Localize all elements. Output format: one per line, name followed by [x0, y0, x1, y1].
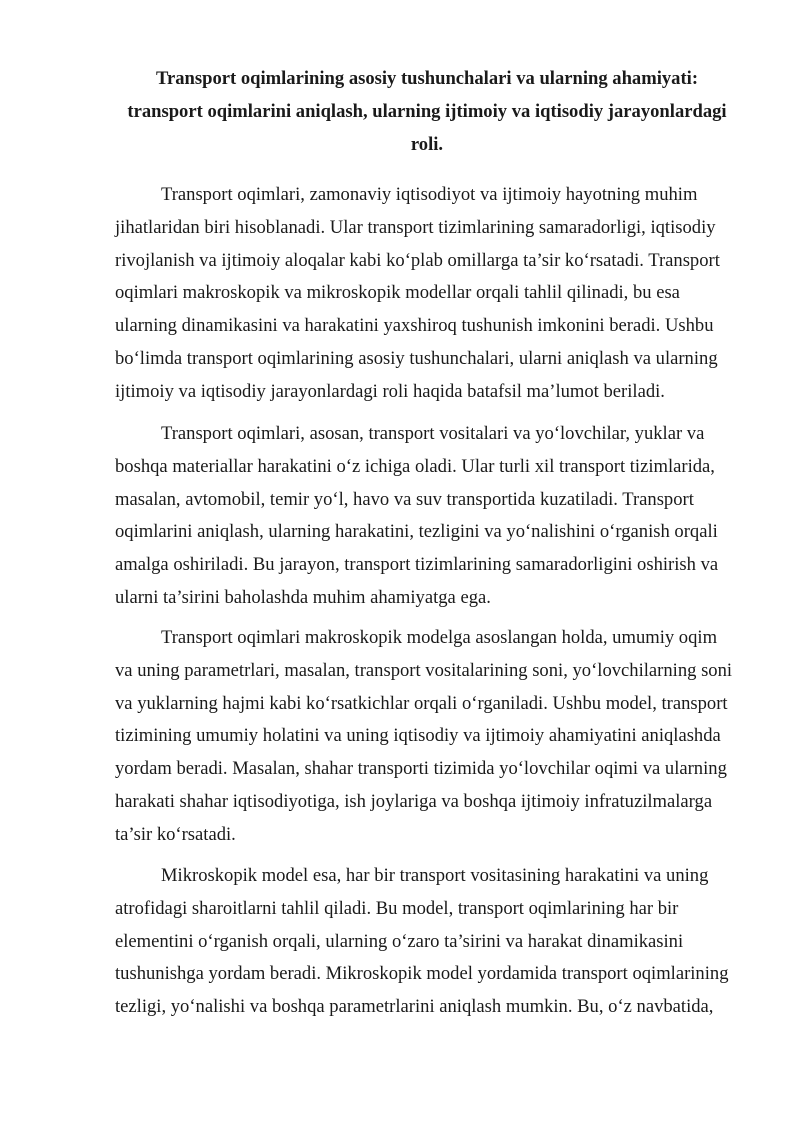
paragraph-line: bo‘limda transport oqimlarining asosiy tushunchalari, ularni aniqlash va ularning — [115, 347, 718, 369]
paragraph-line: oqimlari makroskopik va mikroskopik modellar orqali tahlil qilinadi, bu esa — [115, 282, 680, 304]
paragraph-line: ularning dinamikasini va harakatini yaxshiroq tushunish imkonini beradi. Ushbu — [115, 315, 714, 337]
paragraph-4 — [115, 860, 745, 1024]
paragraph-line: Transport oqimlari, zamonaviy iqtisodiyot va ijtimoiy hayotning muhim — [161, 184, 698, 205]
paragraph-line: tushunishga yordam beradi. Mikroskopik model yordamida transport oqimlarining — [115, 963, 729, 985]
paragraph-line: jihatlaridan biri hisoblanadi. Ular transport tizimlarining samaradorligi, iqtisodiy — [115, 216, 716, 238]
paragraph-line: elementini o‘rganish orqali, ularning o‘zaro ta’sirini va harakat dinamikasini — [115, 930, 684, 952]
paragraph-line: Mikroskopik model esa, har bir transport vositasining harakatini va uning — [161, 865, 709, 886]
title-line: transport oqimlarini aniqlash, ularning ijtimoiy va iqtisodiy jarayonlardagi — [127, 101, 727, 122]
document-title — [112, 62, 742, 161]
paragraph-line: yordam beradi. Masalan, shahar transporti tizimida yo‘lovchilar oqimi va ularning — [115, 758, 727, 780]
paragraph-line: ularni ta’sirini baholashda muhim ahamiyatga ega. — [115, 586, 491, 608]
paragraph-line: ijtimoiy va iqtisodiy jarayonlardagi roli haqida batafsil ma’lumot beriladi. — [115, 380, 665, 402]
paragraph-line: rivojlanish va ijtimoiy aloqalar kabi ko‘plab omillarga ta’sir ko‘rsatadi. Transport — [115, 249, 720, 271]
paragraph-2 — [115, 418, 745, 615]
paragraph-1 — [115, 179, 745, 409]
paragraph-3 — [115, 622, 745, 852]
paragraph-line: harakati shahar iqtisodiyotiga, ish joylariga va boshqa ijtimoiy infratuzilmalarga — [115, 790, 713, 812]
paragraph-line: atrofidagi sharoitlarni tahlil qiladi. Bu model, transport oqimlarining har bir — [115, 897, 679, 919]
paragraph-line: oqimlarini aniqlash, ularning harakatini, tezligini va yo‘nalishini o‘rganish orqali — [115, 521, 718, 543]
paragraph-line: amalga oshiriladi. Bu jarayon, transport tizimlarining samaradorligini oshirish va — [115, 554, 719, 576]
paragraph-line: Transport oqimlari, asosan, transport vositalari va yo‘lovchilar, yuklar va — [161, 423, 705, 444]
paragraph-line: tizimining umumiy holatini va uning iqtisodiy va ijtimoiy ahamiyatini aniqlashda — [115, 725, 721, 747]
paragraph-line: Transport oqimlari makroskopik modelga asoslangan holda, umumiy oqim — [161, 627, 718, 648]
paragraph-line: tezligi, yo‘nalishi va boshqa parametrlarini aniqlash mumkin. Bu, o‘z navbatida, — [115, 996, 714, 1018]
title-line: Transport oqimlarining asosiy tushunchalari va ularning ahamiyati: — [155, 68, 699, 89]
paragraph-line: ta’sir ko‘rsatadi. — [115, 823, 236, 845]
paragraph-line: va uning parametrlari, masalan, transport vositalarining soni, yo‘lovchilarning soni — [115, 659, 733, 681]
paragraph-line: masalan, avtomobil, temir yo‘l, havo va suv transportida kuzatiladi. Transport — [115, 488, 694, 510]
title-line: roli. — [410, 134, 444, 155]
paragraph-line: va yuklarning hajmi kabi ko‘rsatkichlar orqali o‘rganiladi. Ushbu model, transport — [115, 692, 728, 714]
paragraph-line: boshqa materiallar harakatini o‘z ichiga oladi. Ular turli xil transport tizimlarida, — [115, 455, 715, 477]
